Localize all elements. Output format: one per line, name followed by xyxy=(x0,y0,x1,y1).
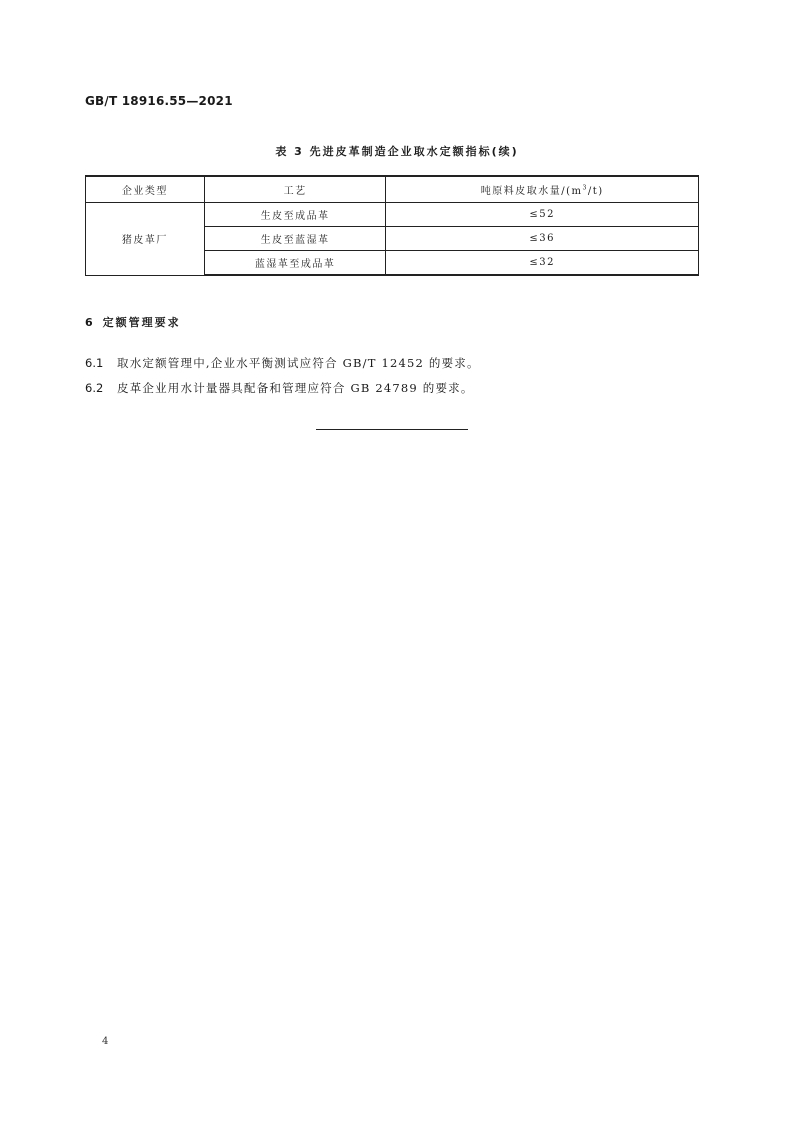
quota-cell: ≤52 xyxy=(386,203,699,227)
clause-item xyxy=(85,355,480,371)
process-cell: 生皮至成品革 xyxy=(204,203,386,227)
column-header-process: 工艺 xyxy=(204,176,386,203)
quota-cell: ≤36 xyxy=(386,227,699,251)
clause-text: 取水定额管理中,企业水平衡测试应符合 GB/T 12452 的要求。 xyxy=(117,356,480,370)
section-title: 定额管理要求 xyxy=(102,316,181,329)
section-heading xyxy=(85,314,181,330)
clause-item xyxy=(85,380,474,396)
quota-table xyxy=(85,175,699,276)
table-header-row xyxy=(86,176,699,203)
clause-text: 皮革企业用水计量器具配备和管理应符合 GB 24789 的要求。 xyxy=(117,381,474,395)
quota-unit-prefix: 吨原料皮取水量/(m xyxy=(480,186,583,197)
quota-unit-superscript: 3 xyxy=(582,184,588,192)
column-header-enterprise-type: 企业类型 xyxy=(86,176,205,203)
clause-number: 6.1 xyxy=(85,356,104,370)
page-number: 4 xyxy=(102,1036,109,1047)
column-header-water-quota xyxy=(386,176,699,203)
standard-number: GB/T 18916.55—2021 xyxy=(85,94,233,108)
quota-unit-suffix: /t) xyxy=(587,186,604,197)
clause-number: 6.2 xyxy=(85,381,104,395)
enterprise-type-cell: 猪皮革厂 xyxy=(86,203,205,276)
quota-cell: ≤32 xyxy=(386,251,699,276)
process-cell: 蓝湿革至成品革 xyxy=(204,251,386,276)
table-row xyxy=(86,203,699,227)
end-of-document-rule xyxy=(316,429,468,430)
process-cell: 生皮至蓝湿革 xyxy=(204,227,386,251)
table-title: 表 3 先进皮革制造企业取水定额指标(续) xyxy=(275,145,519,158)
section-number: 6 xyxy=(85,316,93,329)
